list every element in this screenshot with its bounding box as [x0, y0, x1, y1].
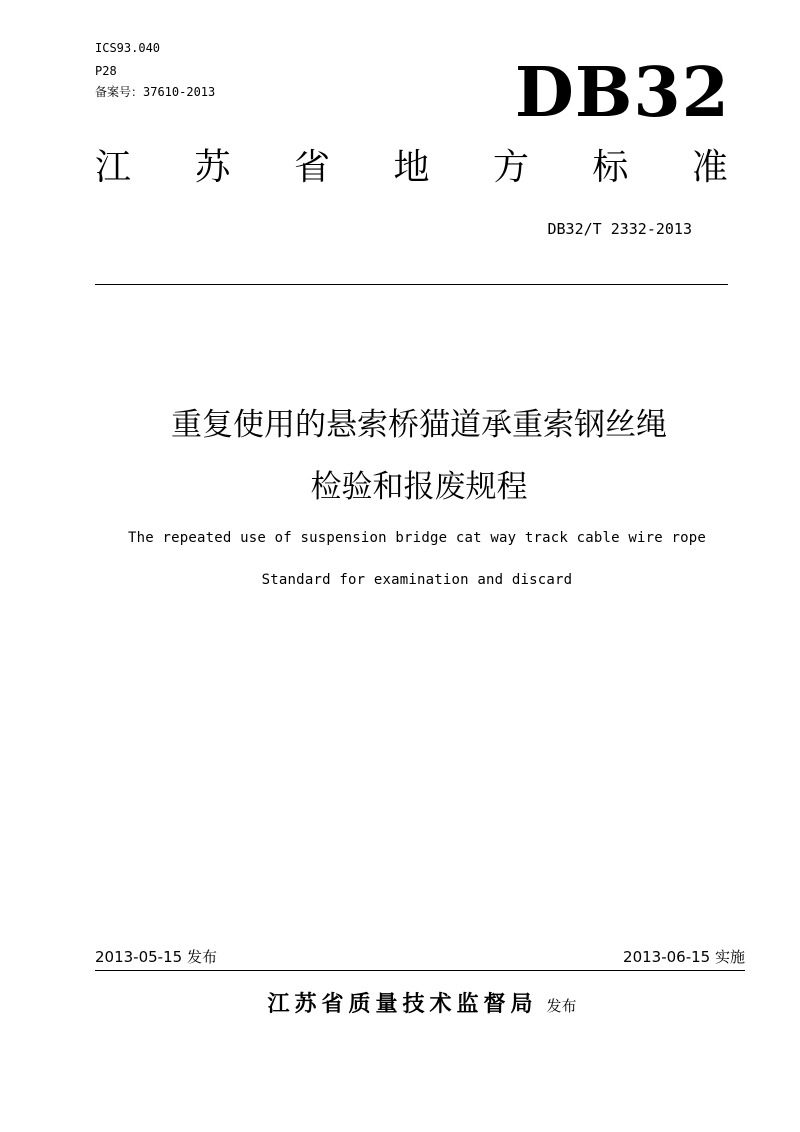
standard-type-char: 准: [691, 147, 728, 188]
english-title-line-2: Standard for examination and discard: [261, 572, 573, 588]
standard-type-char: 省: [293, 147, 330, 188]
standard-type-char: 标: [592, 147, 629, 188]
db32-logo: DB32: [514, 53, 730, 133]
publisher-action: 发布: [546, 997, 577, 1015]
top-divider: [95, 284, 728, 285]
chinese-title-line-2: 检验和报废规程: [310, 469, 528, 505]
ics-code: ICS93.040: [95, 41, 161, 55]
record-number: 备案号：37610-2013: [95, 85, 216, 99]
standard-type-char: 地: [393, 147, 430, 188]
standard-type-char: 苏: [194, 147, 231, 188]
classification-code: P28: [95, 64, 117, 78]
standard-type-char: 方: [492, 147, 529, 188]
english-title-line-1: The repeated use of suspension bridge cat way track cable wire rope: [127, 530, 707, 546]
publisher-line: [0, 990, 800, 1021]
standard-number: DB32/T 2332-2013: [547, 220, 692, 238]
standard-type-heading: [95, 143, 728, 193]
chinese-title-line-1: 重复使用的悬索桥猫道承重索钢丝绳: [171, 407, 667, 443]
implementation-date: 2013-06-15 实施: [623, 948, 745, 966]
issue-date: 2013-05-15 发布: [95, 948, 217, 966]
bottom-divider: [95, 970, 745, 971]
standard-type-char: 江: [95, 147, 132, 188]
publisher-name: 江苏省质量技术监督局: [267, 992, 538, 1017]
